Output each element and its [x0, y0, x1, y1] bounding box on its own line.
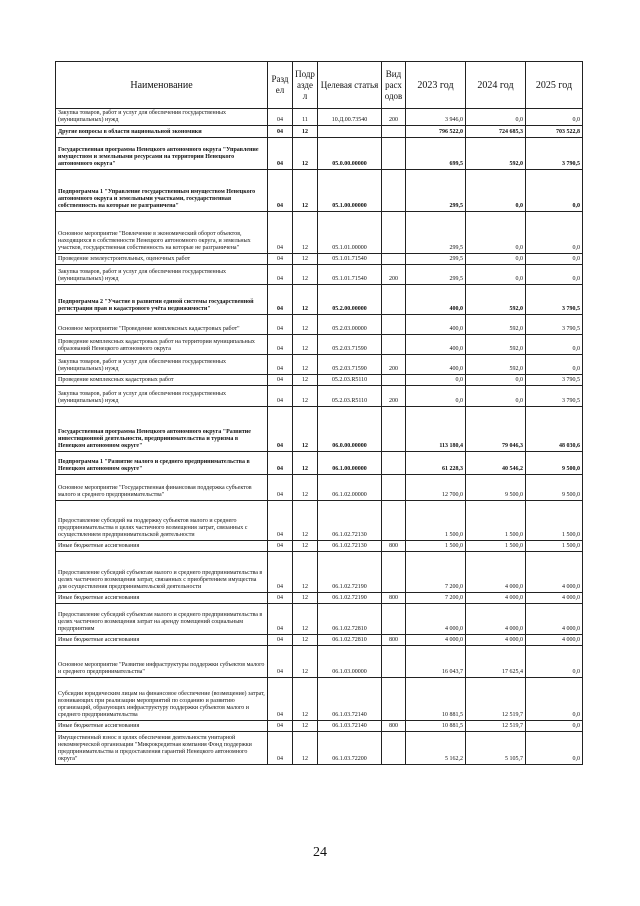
row-value-2023: 5 162,2 — [406, 732, 466, 765]
row-name: Государственная программа Ненецкого автономного округа "Управление имуществом и земельными ресурсами на территории Ненецкого автономного округа" — [56, 138, 268, 170]
row-value-2023: 400,0 — [406, 335, 466, 355]
table-row — [56, 452, 583, 475]
header-2025: 2025 год — [526, 62, 583, 109]
table-row — [56, 732, 583, 765]
row-value-2025: 0,0 — [526, 109, 583, 126]
row-section: 04 — [268, 355, 293, 375]
row-subsection: 12 — [293, 170, 318, 212]
row-value-2025: 4 000,0 — [526, 604, 583, 635]
row-target-article: 05.1.01.71540 — [318, 254, 382, 265]
row-expense-type — [382, 475, 406, 501]
row-section: 04 — [268, 265, 293, 285]
row-value-2024: 0,0 — [466, 170, 526, 212]
row-value-2025: 0,0 — [526, 212, 583, 254]
table-row — [56, 335, 583, 355]
row-expense-type — [382, 407, 406, 452]
row-target-article: 05.2.03.71590 — [318, 335, 382, 355]
row-value-2023: 400,0 — [406, 355, 466, 375]
table-row — [56, 355, 583, 375]
row-target-article: 06.1.02.72810 — [318, 635, 382, 646]
row-value-2023: 796 522,0 — [406, 126, 466, 138]
row-subsection: 12 — [293, 593, 318, 604]
row-value-2024: 0,0 — [466, 254, 526, 265]
row-expense-type — [382, 212, 406, 254]
row-value-2023: 1 500,0 — [406, 501, 466, 541]
row-target-article: 06.1.02.72130 — [318, 501, 382, 541]
row-value-2025: 0,0 — [526, 265, 583, 285]
row-value-2023: 4 000,0 — [406, 635, 466, 646]
row-value-2025: 4 000,0 — [526, 593, 583, 604]
row-target-article: 05.2.03.00000 — [318, 315, 382, 335]
row-expense-type — [382, 375, 406, 386]
row-target-article — [318, 126, 382, 138]
row-name: Иные бюджетные ассигнования — [56, 635, 268, 646]
row-target-article: 05.1.00.00000 — [318, 170, 382, 212]
row-expense-type — [382, 126, 406, 138]
row-value-2025: 1 500,0 — [526, 501, 583, 541]
row-target-article: 06.1.03.72140 — [318, 678, 382, 721]
row-name: Проведение землеустроительных, оценочных работ — [56, 254, 268, 265]
row-name: Закупка товаров, работ и услуг для обеспечения государственных (муниципальных) нужд — [56, 265, 268, 285]
row-subsection: 12 — [293, 315, 318, 335]
table-row — [56, 138, 583, 170]
row-name: Предоставление субсидий субъектам малого и среднего предпринимательства в целях частичного возмещения затрат на аренду помещений социальным предприятиям — [56, 604, 268, 635]
row-expense-type: 200 — [382, 265, 406, 285]
row-name: Закупка товаров, работ и услуг для обеспечения государственных (муниципальных) нужд — [56, 355, 268, 375]
row-value-2024: 592,0 — [466, 285, 526, 315]
row-section: 04 — [268, 732, 293, 765]
row-name: Основное мероприятие "Государственная финансовая поддержка субъектов малого и среднего предпринимательства" — [56, 475, 268, 501]
row-subsection: 11 — [293, 109, 318, 126]
row-value-2023: 1 500,0 — [406, 541, 466, 552]
row-value-2023: 299,5 — [406, 212, 466, 254]
row-name: Предоставление субсидий субъектам малого и среднего предпринимательства в целях частичного возмещения затрат, связанных с приобретением имущества для осуществления предпринимательской деятельности — [56, 552, 268, 593]
row-section: 04 — [268, 138, 293, 170]
row-subsection: 12 — [293, 212, 318, 254]
row-value-2024: 1 500,0 — [466, 541, 526, 552]
row-value-2024: 0,0 — [466, 212, 526, 254]
row-value-2025: 0,0 — [526, 732, 583, 765]
row-value-2024: 592,0 — [466, 335, 526, 355]
row-value-2024: 9 500,0 — [466, 475, 526, 501]
row-section: 04 — [268, 604, 293, 635]
row-name: Проведение комплексных кадастровых работ на территории муниципальных образований Ненецкого автономного округа — [56, 335, 268, 355]
row-subsection: 12 — [293, 552, 318, 593]
table-row — [56, 386, 583, 407]
row-expense-type — [382, 254, 406, 265]
table-row — [56, 593, 583, 604]
table-row — [56, 541, 583, 552]
row-target-article: 06.1.02.72190 — [318, 552, 382, 593]
row-section: 04 — [268, 386, 293, 407]
row-name: Основное мероприятие "Развитие инфраструктуры поддержки субъектов малого и среднего предпринимательства" — [56, 646, 268, 678]
row-expense-type: 800 — [382, 635, 406, 646]
row-subsection: 12 — [293, 604, 318, 635]
row-value-2023: 299,5 — [406, 254, 466, 265]
row-subsection: 12 — [293, 541, 318, 552]
row-target-article: 06.1.03.72200 — [318, 732, 382, 765]
header-section: Разд ел — [268, 62, 293, 109]
row-section: 04 — [268, 285, 293, 315]
row-value-2025: 0,0 — [526, 170, 583, 212]
row-expense-type — [382, 285, 406, 315]
row-value-2025: 3 790,5 — [526, 138, 583, 170]
row-value-2023: 12 700,0 — [406, 475, 466, 501]
row-value-2024: 0,0 — [466, 109, 526, 126]
row-target-article: 05.2.03.R5110 — [318, 386, 382, 407]
row-value-2024: 4 000,0 — [466, 635, 526, 646]
row-value-2024: 592,0 — [466, 138, 526, 170]
table-row — [56, 126, 583, 138]
row-value-2024: 592,0 — [466, 315, 526, 335]
row-section: 04 — [268, 212, 293, 254]
row-section: 04 — [268, 552, 293, 593]
row-expense-type — [382, 452, 406, 475]
row-value-2024: 40 546,2 — [466, 452, 526, 475]
row-subsection: 12 — [293, 475, 318, 501]
row-target-article: 05.2.00.00000 — [318, 285, 382, 315]
row-value-2023: 7 200,0 — [406, 552, 466, 593]
row-value-2025: 3 790,5 — [526, 386, 583, 407]
row-target-article: 06.0.00.00000 — [318, 407, 382, 452]
header-2023: 2023 год — [406, 62, 466, 109]
row-value-2025: 3 790,5 — [526, 315, 583, 335]
row-section: 04 — [268, 315, 293, 335]
table-row — [56, 635, 583, 646]
row-value-2024: 0,0 — [466, 375, 526, 386]
table-row — [56, 552, 583, 593]
row-name: Иные бюджетные ассигнования — [56, 721, 268, 732]
row-section: 04 — [268, 375, 293, 386]
row-expense-type: 200 — [382, 109, 406, 126]
table-row — [56, 604, 583, 635]
table-row — [56, 501, 583, 541]
row-section: 04 — [268, 452, 293, 475]
row-subsection: 12 — [293, 355, 318, 375]
row-target-article: 06.1.02.72130 — [318, 541, 382, 552]
row-expense-type — [382, 138, 406, 170]
row-value-2023: 10 881,5 — [406, 721, 466, 732]
row-value-2025: 0,0 — [526, 355, 583, 375]
row-target-article: 05.1.01.00000 — [318, 212, 382, 254]
row-section: 04 — [268, 541, 293, 552]
row-value-2025: 4 000,0 — [526, 552, 583, 593]
row-name: Иные бюджетные ассигнования — [56, 593, 268, 604]
row-value-2025: 9 500,0 — [526, 475, 583, 501]
row-value-2025: 1 500,0 — [526, 541, 583, 552]
row-expense-type — [382, 646, 406, 678]
row-value-2023: 113 180,4 — [406, 407, 466, 452]
row-target-article: 05.1.01.71540 — [318, 265, 382, 285]
row-target-article: 05.0.00.00000 — [318, 138, 382, 170]
row-value-2024: 592,0 — [466, 355, 526, 375]
row-value-2025: 0,0 — [526, 335, 583, 355]
row-value-2024: 4 000,0 — [466, 593, 526, 604]
row-value-2023: 299,5 — [406, 265, 466, 285]
row-subsection: 12 — [293, 335, 318, 355]
row-name: Другие вопросы в области национальной экономики — [56, 126, 268, 138]
row-expense-type: 200 — [382, 355, 406, 375]
row-name: Проведение комплексных кадастровых работ — [56, 375, 268, 386]
row-value-2023: 0,0 — [406, 375, 466, 386]
row-section: 04 — [268, 335, 293, 355]
row-subsection: 12 — [293, 285, 318, 315]
table-row — [56, 678, 583, 721]
row-name: Закупка товаров, работ и услуг для обеспечения государственных (муниципальных) нужд — [56, 109, 268, 126]
row-name: Государственная программа Ненецкого автономного округа "Развитие инвестиционной деятельности, предпринимательства и туризма в Ненецком автономном округе" — [56, 407, 268, 452]
row-target-article: 06.1.02.72810 — [318, 604, 382, 635]
row-value-2025: 703 522,8 — [526, 126, 583, 138]
table-row — [56, 212, 583, 254]
row-expense-type — [382, 552, 406, 593]
row-value-2024: 17 625,4 — [466, 646, 526, 678]
row-expense-type — [382, 315, 406, 335]
table-row — [56, 285, 583, 315]
header-subsection: Подр азде л — [293, 62, 318, 109]
row-subsection: 12 — [293, 386, 318, 407]
row-value-2025: 48 030,6 — [526, 407, 583, 452]
row-target-article: 06.1.00.00000 — [318, 452, 382, 475]
row-target-article: 10.Д.00.73540 — [318, 109, 382, 126]
row-name: Субсидии юридическим лицам на финансовое обеспечение (возмещение) затрат, возникающих при реализации мероприятий по созданию и развитию организаций, образующих инфраструктуру поддержки субъектов малого и среднего предпринимательства — [56, 678, 268, 721]
row-value-2023: 400,0 — [406, 315, 466, 335]
header-target-article: Целевая статья — [318, 62, 382, 109]
row-value-2024: 12 519,7 — [466, 678, 526, 721]
header-expense-type: Вид расх одов — [382, 62, 406, 109]
table-row — [56, 265, 583, 285]
row-value-2025: 0,0 — [526, 646, 583, 678]
row-value-2025: 0,0 — [526, 254, 583, 265]
header-name: Наименование — [56, 62, 268, 109]
row-section: 04 — [268, 126, 293, 138]
row-subsection: 12 — [293, 732, 318, 765]
row-value-2025: 9 500,0 — [526, 452, 583, 475]
row-subsection: 12 — [293, 407, 318, 452]
row-value-2025: 3 790,5 — [526, 285, 583, 315]
row-section: 04 — [268, 254, 293, 265]
row-expense-type: 800 — [382, 721, 406, 732]
row-name: Имущественный взнос в целях обеспечения деятельности унитарной некоммерческой организации "Микрокредитная компания Фонд поддержки предпринимательства и предоставления гарантий Ненецкого автономного округа" — [56, 732, 268, 765]
row-value-2023: 299,5 — [406, 170, 466, 212]
row-value-2023: 10 881,5 — [406, 678, 466, 721]
table-row — [56, 170, 583, 212]
row-expense-type — [382, 170, 406, 212]
row-name: Подпрограмма 1 "Развитие малого и среднего предпринимательства в Ненецком автономном округе" — [56, 452, 268, 475]
row-expense-type — [382, 604, 406, 635]
row-name: Основное мероприятие "Вовлечение в экономический оборот объектов, находящихся в собственности Ненецкого автономного округа, и земельных участков, государственная собственность на которые не разграничена" — [56, 212, 268, 254]
row-section: 04 — [268, 593, 293, 604]
row-value-2025: 0,0 — [526, 721, 583, 732]
row-subsection: 12 — [293, 265, 318, 285]
header-2024: 2024 год — [466, 62, 526, 109]
row-target-article: 06.1.02.72190 — [318, 593, 382, 604]
row-value-2023: 3 946,0 — [406, 109, 466, 126]
row-section: 04 — [268, 721, 293, 732]
row-section: 04 — [268, 109, 293, 126]
row-value-2024: 4 000,0 — [466, 552, 526, 593]
row-value-2023: 16 043,7 — [406, 646, 466, 678]
row-target-article: 05.2.03.R5110 — [318, 375, 382, 386]
row-expense-type: 200 — [382, 386, 406, 407]
row-value-2023: 61 228,3 — [406, 452, 466, 475]
row-value-2024: 0,0 — [466, 265, 526, 285]
row-section: 04 — [268, 170, 293, 212]
row-target-article: 05.2.03.71590 — [318, 355, 382, 375]
table-row — [56, 254, 583, 265]
row-value-2024: 724 685,3 — [466, 126, 526, 138]
row-subsection: 12 — [293, 635, 318, 646]
table-row — [56, 646, 583, 678]
row-value-2024: 4 000,0 — [466, 604, 526, 635]
row-name: Закупка товаров, работ и услуг для обеспечения государственных (муниципальных) нужд — [56, 386, 268, 407]
table-row — [56, 407, 583, 452]
row-expense-type — [382, 501, 406, 541]
table-row — [56, 475, 583, 501]
table-header-row — [56, 62, 583, 109]
table-row — [56, 315, 583, 335]
row-value-2023: 0,0 — [406, 386, 466, 407]
row-value-2025: 0,0 — [526, 678, 583, 721]
row-value-2023: 7 200,0 — [406, 593, 466, 604]
row-value-2025: 3 790,5 — [526, 375, 583, 386]
budget-table — [55, 61, 583, 765]
row-section: 04 — [268, 501, 293, 541]
row-subsection: 12 — [293, 501, 318, 541]
row-target-article: 06.1.03.72140 — [318, 721, 382, 732]
row-subsection: 12 — [293, 126, 318, 138]
table-row — [56, 375, 583, 386]
table-row — [56, 721, 583, 732]
row-section: 04 — [268, 475, 293, 501]
row-subsection: 12 — [293, 138, 318, 170]
row-name: Подпрограмма 1 "Управление государственным имуществом Ненецкого автономного округа и земельными участками, государственная собственность на которые не разграничена" — [56, 170, 268, 212]
row-section: 04 — [268, 678, 293, 721]
row-expense-type — [382, 678, 406, 721]
row-subsection: 12 — [293, 646, 318, 678]
row-name: Основное мероприятие "Проведение комплексных кадастровых работ" — [56, 315, 268, 335]
row-subsection: 12 — [293, 678, 318, 721]
page-number: 24 — [313, 845, 327, 860]
row-section: 04 — [268, 407, 293, 452]
row-value-2024: 5 105,7 — [466, 732, 526, 765]
row-value-2024: 1 500,0 — [466, 501, 526, 541]
row-value-2023: 4 000,0 — [406, 604, 466, 635]
table-body — [56, 109, 583, 765]
row-target-article: 06.1.03.00000 — [318, 646, 382, 678]
row-value-2024: 0,0 — [466, 386, 526, 407]
row-subsection: 12 — [293, 254, 318, 265]
row-subsection: 12 — [293, 721, 318, 732]
table-row — [56, 109, 583, 126]
row-value-2023: 400,0 — [406, 285, 466, 315]
row-section: 04 — [268, 635, 293, 646]
row-expense-type: 800 — [382, 593, 406, 604]
row-name: Иные бюджетные ассигнования — [56, 541, 268, 552]
row-name: Подпрограмма 2 "Участие в развитии единой системы государственной регистрации прав и кадастрового учёта недвижимости" — [56, 285, 268, 315]
row-expense-type: 800 — [382, 541, 406, 552]
row-target-article: 06.1.02.00000 — [318, 475, 382, 501]
row-name: Предоставление субсидий на поддержку субъектов малого и среднего предпринимательства в целях частичного возмещения затрат, связанных с осуществлением предпринимательской деятельности — [56, 501, 268, 541]
row-subsection: 12 — [293, 375, 318, 386]
row-value-2024: 12 519,7 — [466, 721, 526, 732]
row-expense-type — [382, 335, 406, 355]
row-expense-type — [382, 732, 406, 765]
row-subsection: 12 — [293, 452, 318, 475]
row-value-2023: 699,5 — [406, 138, 466, 170]
row-section: 04 — [268, 646, 293, 678]
row-value-2025: 4 000,0 — [526, 635, 583, 646]
row-value-2024: 79 046,3 — [466, 407, 526, 452]
